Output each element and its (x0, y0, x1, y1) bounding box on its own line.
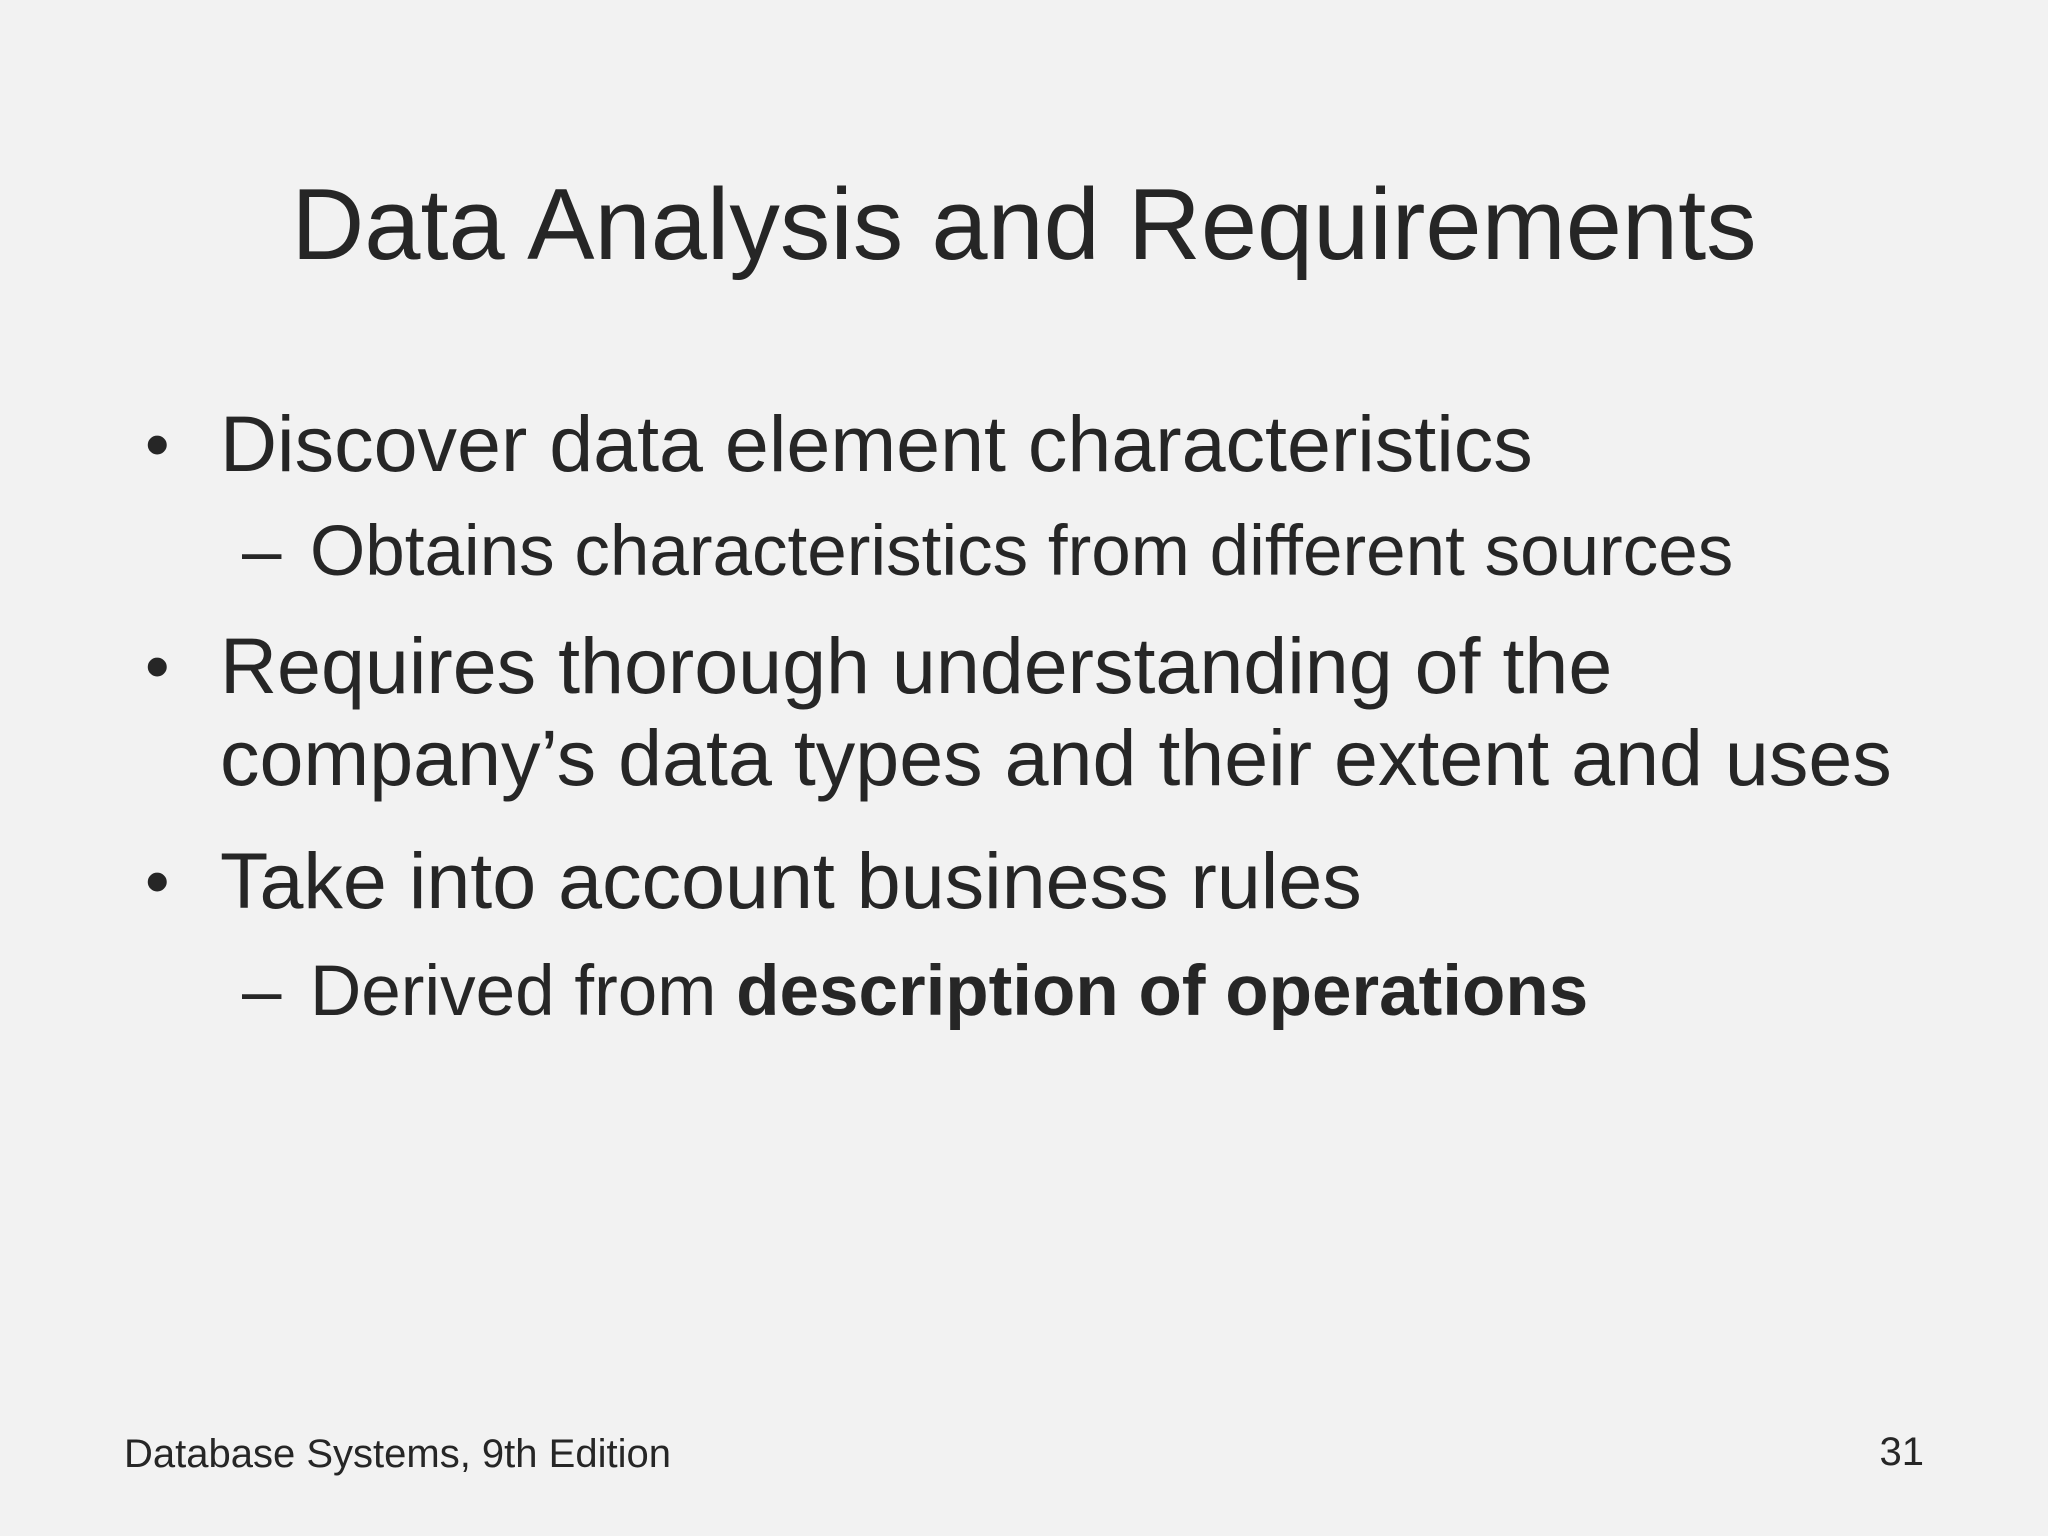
dash-icon: – (242, 512, 282, 591)
sub-bullet-text: Obtains characteristics from different sources (310, 512, 1734, 591)
bullet-dot-icon: • (145, 405, 170, 483)
footer-page-number: 31 (1879, 1430, 1924, 1474)
bullet-dot-icon: • (145, 842, 170, 920)
bullet-item-3 (145, 835, 1362, 927)
sub-bullet-item-2 (242, 950, 1589, 1034)
sub-bullet-bold-text: description of operations (736, 952, 1589, 1031)
bullet-text-line-2: company’s data types and their extent and uses (220, 713, 1892, 802)
dash-icon: – (242, 952, 282, 1031)
sub-bullet-prefix: Derived from (310, 952, 737, 1031)
bullet-item-2 (145, 620, 1892, 804)
footer-book-title: Database Systems, 9th Edition (124, 1432, 671, 1476)
sub-bullet-item-1 (242, 510, 1734, 594)
bullet-dot-icon: • (145, 627, 170, 705)
bullet-text: Discover data element characteristics (220, 399, 1533, 488)
bullet-text-line-1: Requires thorough understanding of the (220, 621, 1613, 710)
bullet-text: Take into account business rules (220, 836, 1362, 925)
slide-title: Data Analysis and Requirements (291, 169, 1757, 281)
bullet-item-1 (145, 398, 1533, 490)
